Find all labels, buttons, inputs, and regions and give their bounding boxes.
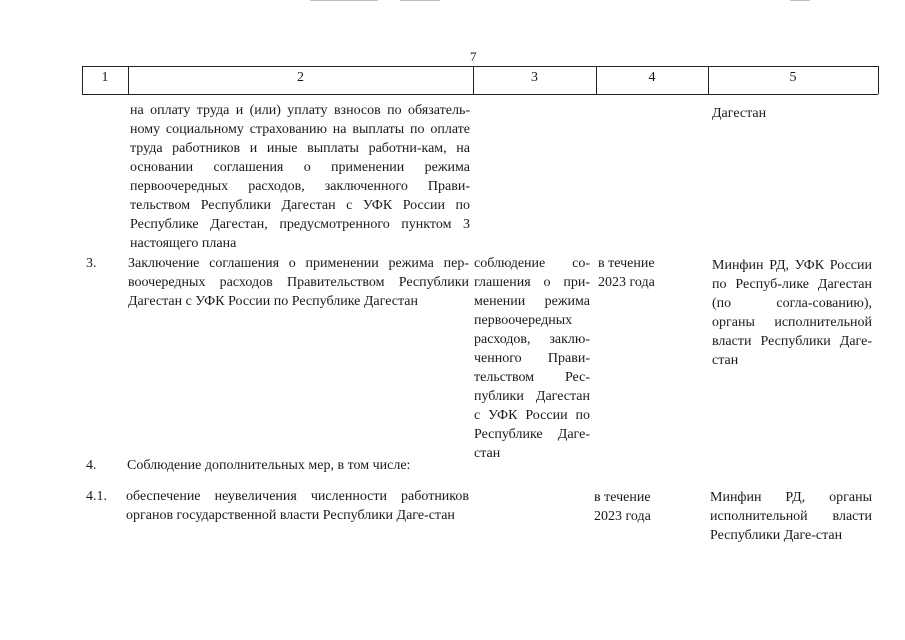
scan-artifact [310,0,378,1]
continuation-text: на оплату труда и (или) уплату взносов по обязатель-ному социальному страхованию на выплаты по оплате труда работников и иные выплаты работни-кам, на основании соглашения о применении режима первоочередных расходов, заключенного Прави-тельством Республики Дагестан с УФК России по Республике Дагестан, предусмотренного пунктом 3 настоящего плана [130,103,470,251]
row-measure-text: обеспечение неувеличения численности работников органов государственной власти Республики Даге-стан [126,489,469,523]
row-responsible-text: Минфин РД, УФК России по Респуб-лике Дагестан (по согла-сованию), органы исполнительной власти Республики Даге-стан [712,258,872,368]
row-measure-text: Заключение соглашения о применении режима пер-воочередных расходов Правительством Республики Дагестан с УФК России по Республике Дагестан [128,256,469,309]
column-header-1: 1 [101,70,109,85]
table-top-border [82,66,878,67]
scan-artifact [400,0,440,1]
scan-artifact [790,0,810,1]
table-right-border [878,66,879,94]
column-header-4: 4 [648,70,656,85]
row-number: 3. [86,256,97,271]
row-responsible-text: Минфин РД, органы исполнительной власти Республики Даге-стан [710,490,872,543]
continuation-responsible: Дагестан [712,106,767,121]
column-header-2: 2 [297,70,304,85]
table-header-bottom-border [82,94,878,95]
row-result-text: соблюдение со-глашения о при-менении режима первоочередных расходов, заклю-ченного Прави-тельством Рес-публики Дагестан с УФК России по Республике Даге-стан [474,256,590,461]
column-header-3: 3 [531,70,538,85]
column-header-5: 5 [789,70,797,85]
page-number: 7 [470,49,477,64]
row-number: 4.1. [86,489,107,504]
row-measure-text: Соблюдение дополнительных мер, в том числе: [127,458,411,473]
row-term-text: в течение 2023 года [594,490,651,524]
row-number: 4. [86,458,97,473]
row-term-text: в течение 2023 года [598,256,655,290]
